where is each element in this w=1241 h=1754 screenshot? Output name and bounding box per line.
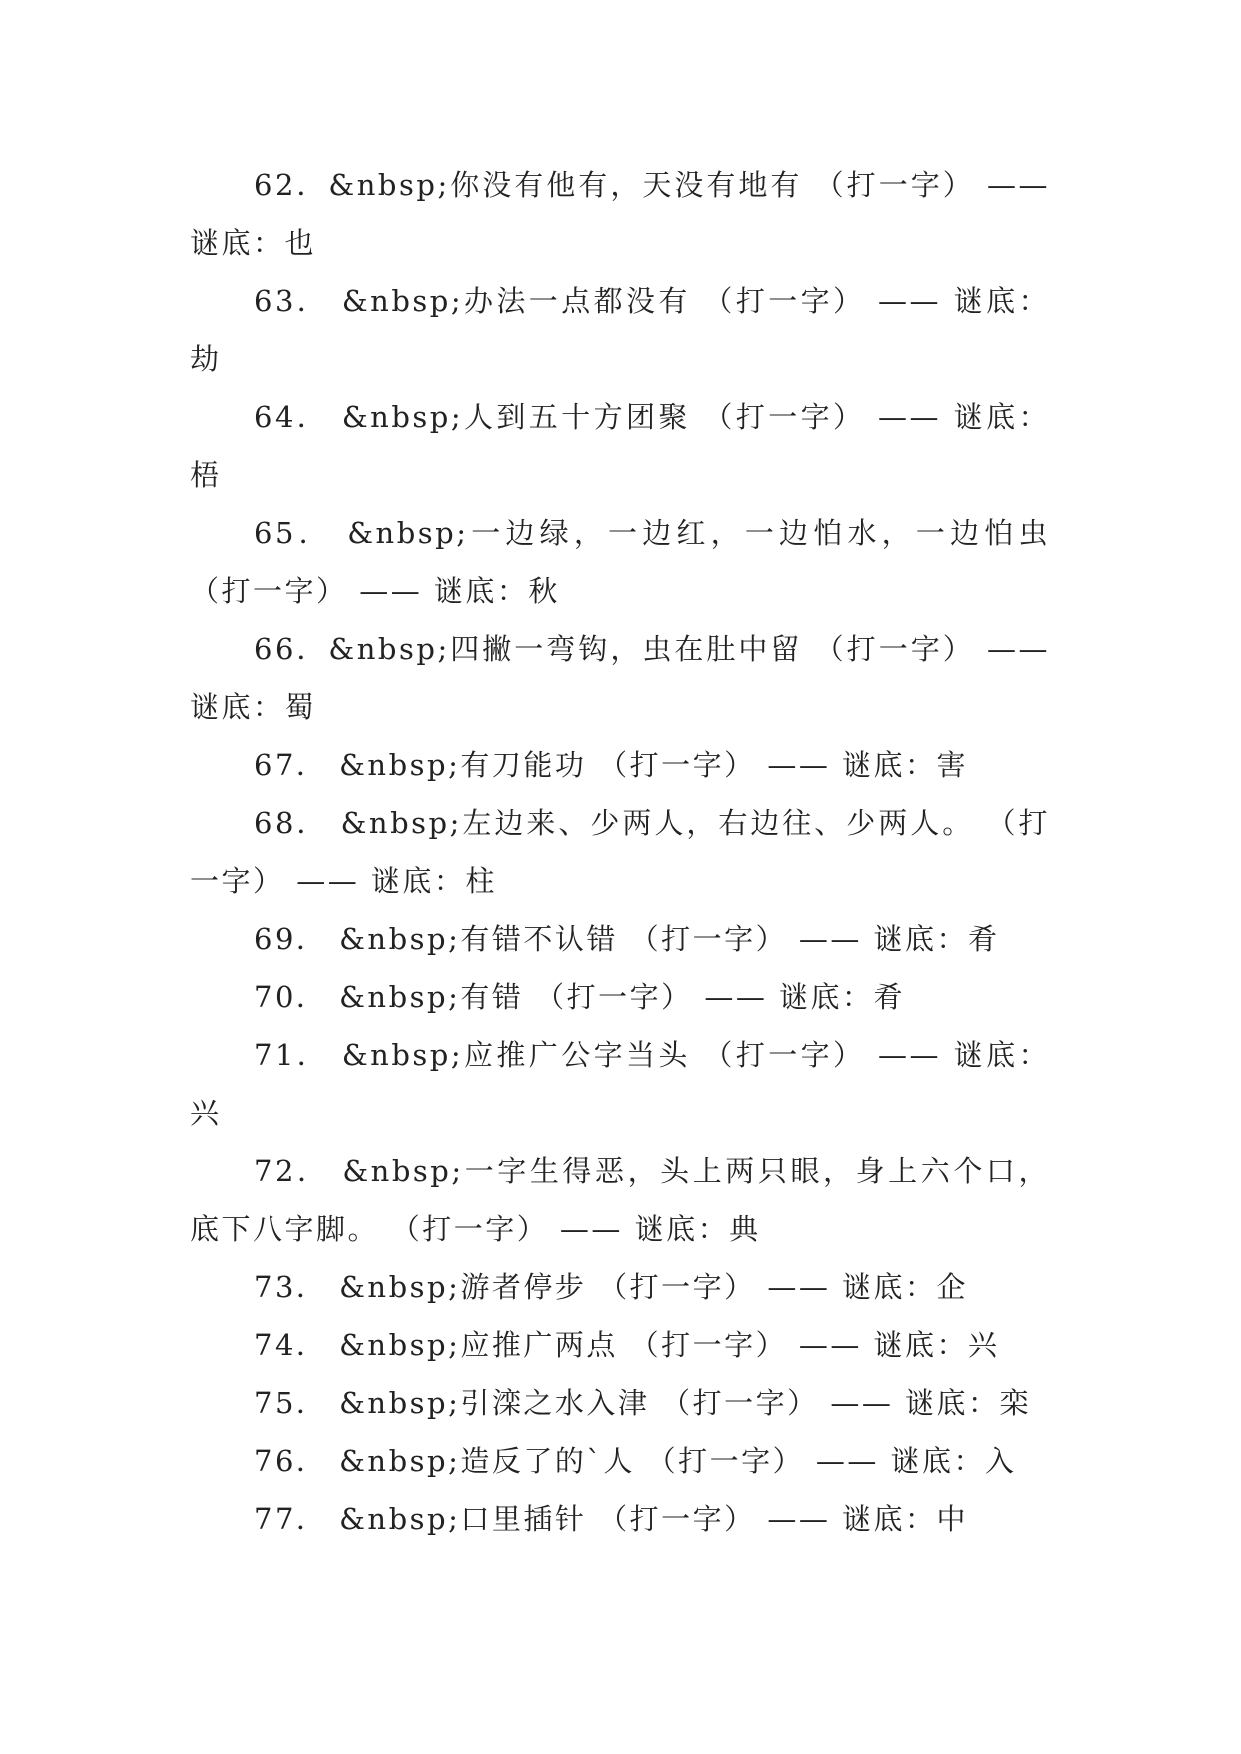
- riddle-entry-62: 62．&nbsp;你没有他有，天没有地有 （打一字） —— 谜底：也: [190, 168, 1050, 260]
- riddle-entry-63: 63． &nbsp;办法一点都没有 （打一字） —— 谜底：劫: [190, 284, 1050, 376]
- riddle-entry-72: 72． &nbsp;一字生得恶，头上两只眼，身上六个口，底下八字脚。 （打一字） —— 谜底：典: [190, 1154, 1050, 1246]
- riddle-entry-71: 71． &nbsp;应推广公字当头 （打一字） —— 谜底：兴: [190, 1038, 1050, 1130]
- riddle-entry-69: 69． &nbsp;有错不认错 （打一字） —— 谜底：肴: [254, 922, 1000, 956]
- riddle-entry-68: 68． &nbsp;左边来、少两人，右边往、少两人。 （打一字） —— 谜底：柱: [190, 806, 1050, 898]
- riddle-entry-77: 77． &nbsp;口里插针 （打一字） —— 谜底：中: [254, 1502, 969, 1536]
- riddle-entry-74: 74． &nbsp;应推广两点 （打一字） —— 谜底：兴: [254, 1328, 1000, 1362]
- riddle-entry-75: 75． &nbsp;引滦之水入津 （打一字） —— 谜底：栾: [254, 1386, 1032, 1420]
- riddle-entry-67: 67． &nbsp;有刀能功 （打一字） —— 谜底：害: [254, 748, 969, 782]
- riddle-entry-73: 73． &nbsp;游者停步 （打一字） —— 谜底：企: [254, 1270, 969, 1304]
- riddle-entry-64: 64． &nbsp;人到五十方团聚 （打一字） —— 谜底：梧: [190, 400, 1050, 492]
- riddle-entry-76: 76． &nbsp;造反了的`人 （打一字） —— 谜底：入: [254, 1444, 1017, 1478]
- riddle-entry-70: 70． &nbsp;有错 （打一字） —— 谜底：肴: [254, 980, 906, 1014]
- document-page: [190, 156, 1050, 1548]
- riddle-entry-66: 66．&nbsp;四撇一弯钩，虫在肚中留 （打一字） —— 谜底：蜀: [190, 632, 1050, 724]
- riddle-entry-65: 65． &nbsp;一边绿，一边红，一边怕水，一边怕虫 （打一字） —— 谜底：秋: [190, 516, 1050, 608]
